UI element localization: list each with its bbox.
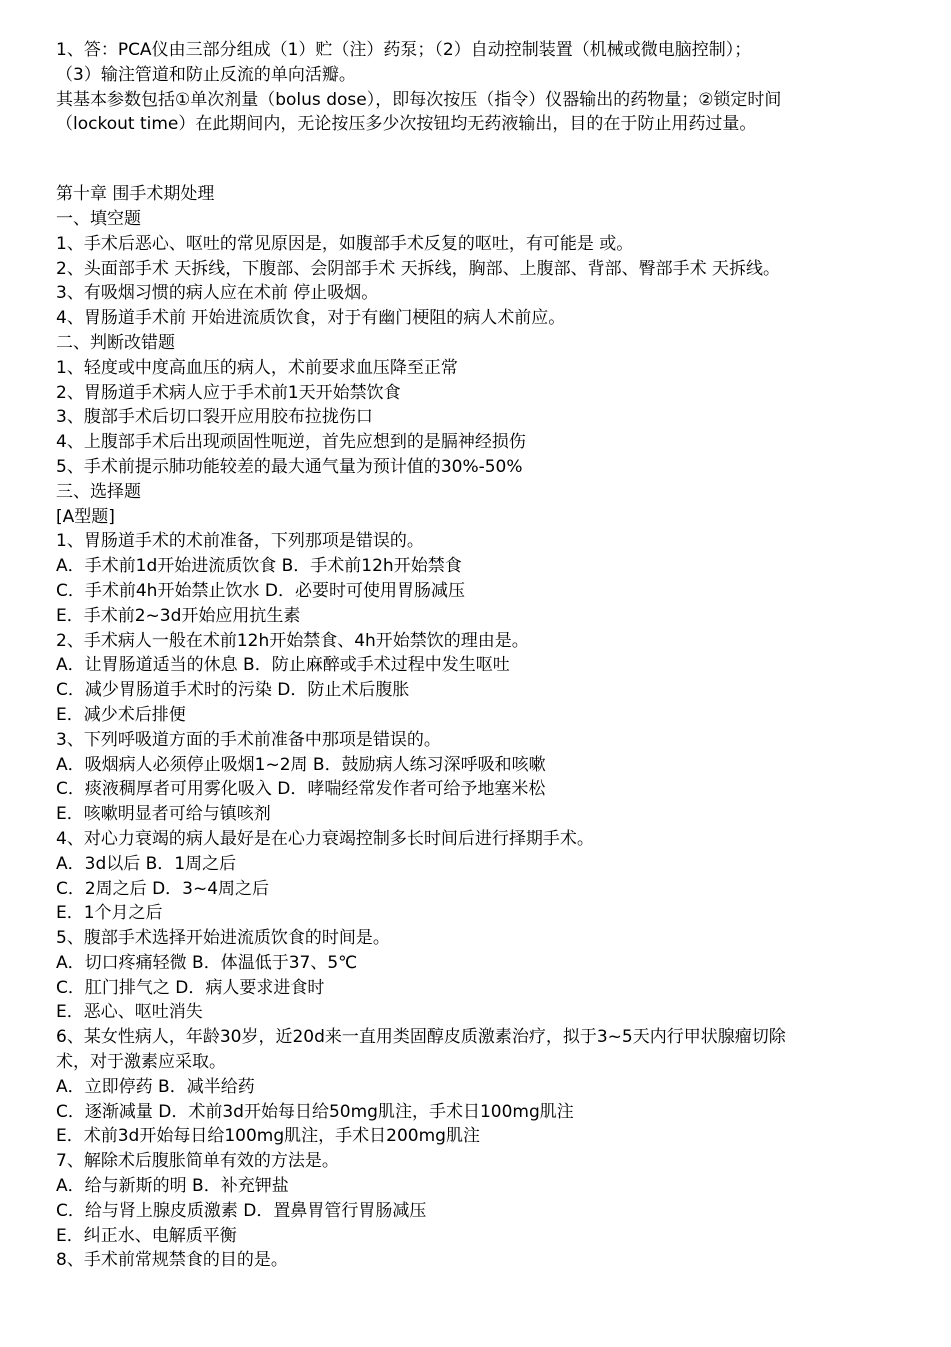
question-option: C．给与肾上腺皮质激素 D．置鼻胃管行胃肠减压 (56, 1200, 427, 1221)
question-option: C．手术前4h开始禁止饮水 D．必要时可使用胃肠减压 (56, 580, 465, 601)
question-option: A．3d以后 B．1周之后 (56, 853, 237, 874)
fill-blank-item: 2、头面部手术 天拆线，下腹部、会阴部手术 天拆线，胸部、上腹部、背部、臀部手术 天拆线。 (56, 258, 781, 279)
question-stem: 8、手术前常规禁食的目的是。 (56, 1250, 288, 1271)
question-option: C．逐渐减量 D．术前3d开始每日给50mg肌注，手术日100mg肌注 (56, 1101, 574, 1122)
fill-blank-item: 3、有吸烟习惯的病人应在术前 停止吸烟。 (56, 283, 379, 304)
true-false-item: 5、手术前提示肺功能较差的最大通气量为预计值的30%-50% (56, 456, 523, 477)
question-stem: 7、解除术后腹胀简单有效的方法是。 (56, 1151, 339, 1172)
question-option: A．切口疼痛轻微 B．体温低于37、5℃ (56, 952, 358, 973)
pca-answer-line-3: 其基本参数包括①单次剂量（bolus dose），即每次按压（指令）仪器输出的药物量；②锁定时间 (56, 89, 782, 110)
chapter-title: 第十章 围手术期处理 (56, 184, 215, 205)
true-false-item: 3、腹部手术后切口裂开应用胶布拉拢伤口 (56, 407, 373, 428)
fill-blank-heading: 一、填空题 (56, 208, 141, 229)
question-option: A．给与新斯的明 B．补充钾盐 (56, 1176, 289, 1197)
true-false-item: 1、轻度或中度高血压的病人，术前要求血压降至正常 (56, 357, 458, 378)
true-false-heading: 二、判断改错题 (56, 332, 175, 353)
question-option: A．吸烟病人必须停止吸烟1~2周 B．鼓励病人练习深呼吸和咳嗽 (56, 754, 546, 775)
question-stem: 4、对心力衰竭的病人最好是在心力衰竭控制多长时间后进行择期手术。 (56, 828, 594, 849)
question-option: C．肛门排气之 D．病人要求进食时 (56, 977, 325, 998)
question-option: C．2周之后 D．3~4周之后 (56, 878, 270, 899)
question-option: A．立即停药 B．减半给药 (56, 1076, 255, 1097)
choice-heading: 三、选择题 (56, 481, 141, 502)
section-spacer (56, 137, 936, 182)
fill-blank-item: 1、手术后恶心、呕吐的常见原因是，如腹部手术反复的呕吐，有可能是 或。 (56, 233, 634, 254)
fill-blank-item: 4、胃肠道手术前 开始进流质饮食，对于有幽门梗阻的病人术前应。 (56, 308, 566, 329)
question-stem: 3、下列呼吸道方面的手术前准备中那项是错误的。 (56, 729, 441, 750)
true-false-item: 2、胃肠道手术病人应于手术前1天开始禁饮食 (56, 382, 401, 403)
question-stem: 2、手术病人一般在术前12h开始禁食、4h开始禁饮的理由是。 (56, 630, 529, 651)
question-option: E．1个月之后 (56, 903, 163, 924)
question-option: E．手术前2~3d开始应用抗生素 (56, 605, 301, 626)
question-option: E．咳嗽明显者可给与镇咳剂 (56, 804, 271, 825)
true-false-item: 4、上腹部手术后出现顽固性呃逆，首先应想到的是膈神经损伤 (56, 432, 526, 453)
question-option: A．让胃肠道适当的休息 B．防止麻醉或手术过程中发生呕吐 (56, 655, 510, 676)
question-stem: 6、某女性病人，年龄30岁，近20d来一直用类固醇皮质激素治疗，拟于3~5天内行甲状腺瘤切除 (56, 1027, 786, 1048)
question-stem-continued: 术，对于激素应采取。 (56, 1052, 226, 1073)
pca-answer-line-2: （3）输注管道和防止反流的单向活瓣。 (56, 64, 356, 85)
question-option: E．减少术后排便 (56, 704, 186, 725)
question-stem: 5、腹部手术选择开始进流质饮食的时间是。 (56, 928, 390, 949)
question-type-label: [A型题] (56, 506, 115, 527)
document-page (56, 38, 936, 1273)
question-option: E．恶心、呕吐消失 (56, 1002, 203, 1023)
question-option: E．术前3d开始每日给100mg肌注，手术日200mg肌注 (56, 1126, 480, 1147)
question-option: E．纠正水、电解质平衡 (56, 1225, 237, 1246)
pca-answer-line-4: （lockout time）在此期间内，无论按压多少次按钮均无药液输出，目的在于防止用药过量。 (56, 114, 757, 135)
question-stem: 1、胃肠道手术的术前准备，下列那项是错误的。 (56, 531, 424, 552)
pca-answer-line-1: 1、答：PCA仪由三部分组成（1）贮（注）药泵；（2）自动控制装置（机械或微电脑控制）； (56, 40, 752, 60)
question-option: C．减少胃肠道手术时的污染 D．防止术后腹胀 (56, 680, 410, 701)
question-option: A．手术前1d开始进流质饮食 B．手术前12h开始禁食 (56, 556, 462, 577)
question-option: C．痰液稠厚者可用雾化吸入 D．哮喘经常发作者可给予地塞米松 (56, 779, 546, 800)
